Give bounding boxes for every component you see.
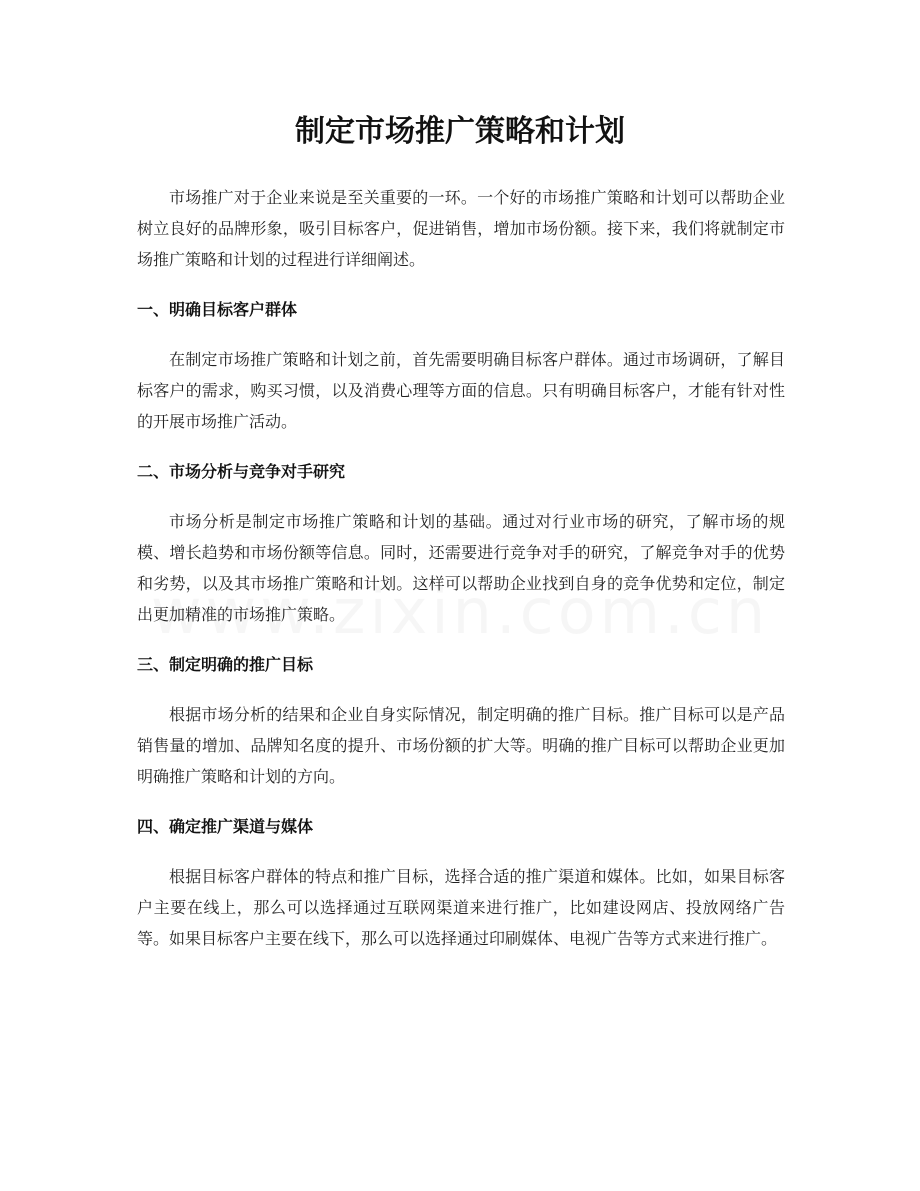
- section-body-3: 根据市场分析的结果和企业自身实际情况，制定明确的推广目标。推广目标可以是产品销售量的增加、品牌知名度的提升、市场份额的扩大等。明确的推广目标可以帮助企业更加明确推广策略和计划的方向。: [137, 705, 785, 786]
- section-heading-4: 四、确定推广渠道与媒体: [137, 817, 314, 836]
- section-heading-1: 一、明确目标客户群体: [137, 300, 298, 319]
- section-body-4: 根据目标客户群体的特点和推广目标，选择合适的推广渠道和媒体。比如，如果目标客户主要在线上，那么可以选择通过互联网渠道来进行推广，比如建设网店、投放网络广告等。如果目标客户主要在线下，那么可以选择通过印刷媒体、电视广告等方式来进行推广。: [137, 867, 785, 948]
- section-body-2: 市场分析是制定市场推广策略和计划的基础。通过对行业市场的研究，了解市场的规模、增长趋势和市场份额等信息。同时，还需要进行竞争对手的研究，了解竞争对手的优势和劣势，以及其市场推广策略和计划。这样可以帮助企业找到自身的竞争优势和定位，制定出更加精准的市场推广策略。: [137, 512, 785, 624]
- document-body: [137, 182, 785, 954]
- document-title: 制定市场推广策略和计划: [295, 114, 625, 149]
- section-heading-2: 二、市场分析与竞争对手研究: [137, 462, 346, 481]
- intro-paragraph: 市场推广对于企业来说是至关重要的一环。一个好的市场推广策略和计划可以帮助企业树立良好的品牌形象，吸引目标客户，促进销售，增加市场份额。接下来，我们将就制定市场推广策略和计划的过程进行详细阐述。: [137, 188, 785, 269]
- section-body-1: 在制定市场推广策略和计划之前，首先需要明确目标客户群体。通过市场调研，了解目标客户的需求，购买习惯，以及消费心理等方面的信息。只有明确目标客户，才能有针对性的开展市场推广活动。: [137, 350, 785, 431]
- section-heading-3: 三、制定明确的推广目标: [137, 655, 314, 674]
